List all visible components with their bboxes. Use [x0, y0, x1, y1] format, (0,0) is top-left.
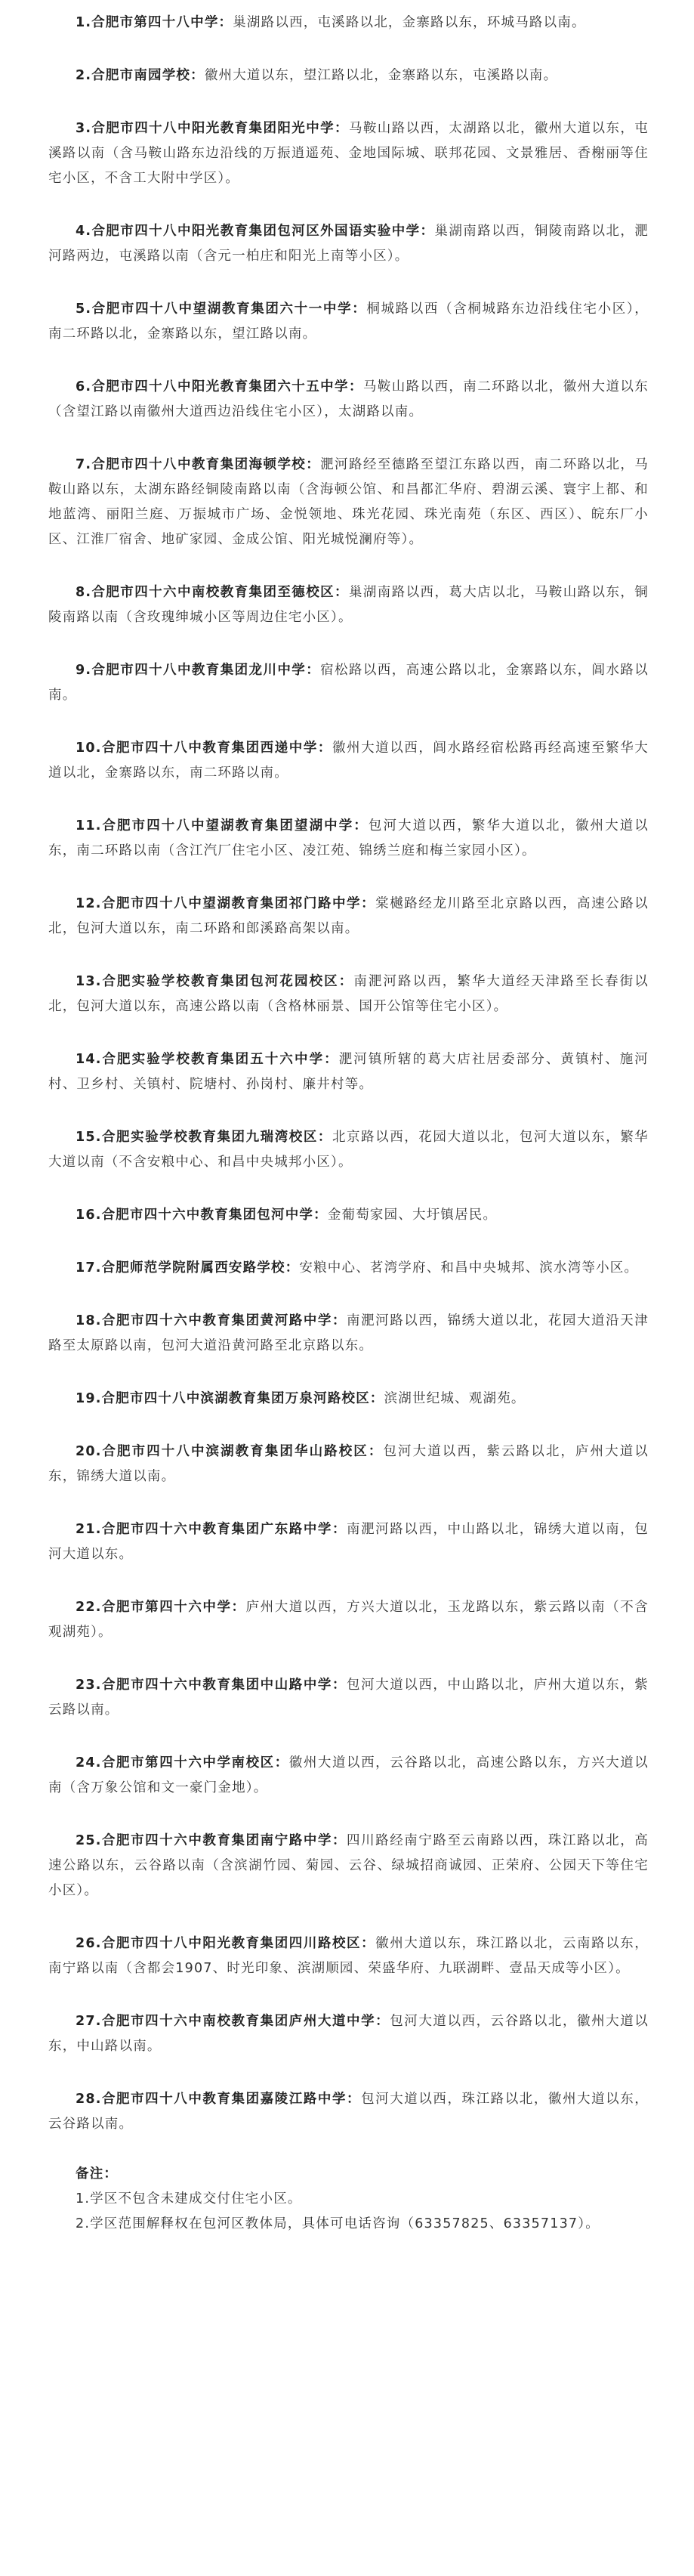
district-boundary: 安粮中心、茗湾学府、和昌中央城邦、滨水湾等小区。 — [299, 1260, 639, 1276]
district-boundary: 棠樾路经龙川路至北京路以西，高速公路以北，包河大道以东，南二环路和郎溪路高架以南。 — [48, 896, 649, 936]
school-name: 14.合肥实验学校教育集团五十六中学： — [76, 1052, 339, 1067]
school-district-entry — [48, 1309, 649, 1359]
district-boundary: 徽州大道以西，阊水路经宿松路再经高速至繁华大道以北，金寨路以东，南二环路以南。 — [48, 741, 649, 781]
district-boundary: 包河大道以西，繁华大道以北，徽州大道以东，南二环路以南（含江汽厂住宅小区、凌江苑、锦绣兰庭和梅兰家园小区）。 — [48, 818, 649, 858]
district-boundary: 桐城路以西（含桐城路东边沿线住宅小区），南二环路以北，金寨路以东，望江路以南。 — [48, 302, 649, 342]
district-boundary: 滨湖世纪城、观湖苑。 — [384, 1391, 526, 1406]
district-boundary: 庐州大道以西，方兴大道以北，玉龙路以东，紫云路以南（不含观湖苑）。 — [48, 1600, 649, 1640]
district-boundary: 马鞍山路以西，太湖路以北，徽州大道以东，屯溪路以南（含马鞍山路东边沿线的万振逍遥苑、金地国际城、联邦花园、文景雅居、香榭丽等住宅小区，不含工大附中学区）。 — [48, 121, 649, 186]
school-name: 7.合肥市四十八中教育集团海顿学校： — [76, 457, 321, 472]
school-district-entry — [48, 63, 649, 88]
school-district-entry — [48, 1829, 649, 1903]
school-name: 5.合肥市四十八中望湖教育集团六十一中学： — [76, 302, 367, 317]
district-boundary: 包河大道以西，紫云路以北，庐州大道以东，锦绣大道以南。 — [48, 1444, 649, 1484]
school-name: 12.合肥市四十八中望湖教育集团祁门路中学： — [76, 896, 376, 911]
school-name: 17.合肥师范学院附属西安路学校： — [76, 1260, 300, 1276]
district-boundary: 北京路以西，花园大道以北，包河大道以东，繁华大道以南（不含安粮中心、和昌中央城邦小区）。 — [48, 1130, 649, 1170]
school-district-entry — [48, 1595, 649, 1645]
school-name: 10.合肥市四十八中教育集团西递中学： — [76, 741, 332, 756]
school-name: 20.合肥市四十八中滨湖教育集团华山路校区： — [76, 1444, 384, 1459]
school-name: 1.合肥市第四十八中学： — [76, 15, 233, 30]
district-boundary: 淝河镇所辖的葛大店社居委部分、黄镇村、施河村、卫乡村、关镇村、院塘村、孙岗村、廉井村等。 — [48, 1052, 649, 1092]
school-name: 22.合肥市第四十六中学： — [76, 1600, 246, 1615]
district-boundary: 包河大道以西，珠江路以北，徽州大道以东，云谷路以南。 — [48, 2092, 649, 2132]
district-boundary: 金葡萄家园、大圩镇居民。 — [327, 1208, 498, 1223]
notes-section — [48, 2162, 649, 2237]
school-district-entry — [48, 453, 649, 552]
school-name: 16.合肥市四十六中教育集团包河中学： — [76, 1208, 328, 1223]
school-district-entry — [48, 1256, 649, 1281]
district-boundary: 淝河路经至德路至望江东路以西，南二环路以北，马鞍山路以东，太湖东路经铜陵南路以南（含海顿公馆、和昌都汇华府、碧湖云溪、寰宇上都、和地蓝湾、丽阳兰庭、万振城市广场、金悦领地、珠光花园、珠光南苑（东区、西区）、皖东厂小区、江淮厂宿舍、地矿家园、金成公馆、阳光城悦澜府等）。 — [48, 457, 649, 547]
district-boundary: 包河大道以西，云谷路以北，徽州大道以东，中山路以南。 — [48, 2014, 649, 2054]
district-boundary: 南淝河路以西，繁华大道经天津路至长春街以北，包河大道以东，高速公路以南（含格林丽景、国开公馆等住宅小区）。 — [48, 974, 649, 1014]
school-name: 18.合肥市四十六中教育集团黄河路中学： — [76, 1313, 347, 1328]
school-district-entry — [48, 969, 649, 1019]
school-district-entry — [48, 1517, 649, 1567]
school-district-entry — [48, 116, 649, 191]
school-district-entry — [48, 1125, 649, 1175]
school-name: 8.合肥市四十六中南校教育集团至德校区： — [76, 585, 349, 600]
school-district-entry — [48, 375, 649, 425]
note-item: 1.学区不包含未建成交付住宅小区。 — [76, 2191, 302, 2206]
school-name: 13.合肥实验学校教育集团包河花园校区： — [76, 974, 354, 989]
district-boundary: 徽州大道以东，望江路以北，金寨路以东，屯溪路以南。 — [204, 68, 558, 83]
district-boundary: 南淝河路以西，中山路以北，锦绣大道以南，包河大道以东。 — [48, 1522, 649, 1562]
district-boundary: 包河大道以西，中山路以北，庐州大道以东，紫云路以南。 — [48, 1678, 649, 1718]
note-item: 2.学区范围解释权在包河区教体局，具体可电话咨询（63357825、63357137）。 — [76, 2216, 600, 2231]
school-name: 25.合肥市四十六中教育集团南宁路中学： — [76, 1833, 347, 1848]
school-name: 6.合肥市四十八中阳光教育集团六十五中学： — [76, 379, 363, 394]
school-district-entry — [48, 2087, 649, 2137]
school-name: 3.合肥市四十八中阳光教育集团阳光中学： — [76, 121, 349, 136]
school-name: 23.合肥市四十六中教育集团中山路中学： — [76, 1678, 347, 1693]
school-name: 28.合肥市四十八中教育集团嘉陵江路中学： — [76, 2092, 362, 2107]
district-boundary: 宿松路以西，高速公路以北，金寨路以东，阊水路以南。 — [48, 663, 649, 703]
district-boundary: 巢湖南路以西，葛大店以北，马鞍山路以东，铜陵南路以南（含玫瑰绅城小区等周边住宅小区）。 — [48, 585, 649, 625]
school-name: 26.合肥市四十八中阳光教育集团四川路校区： — [76, 1936, 376, 1951]
school-district-entry — [48, 1440, 649, 1489]
district-boundary: 徽州大道以西，云谷路以北，高速公路以东，方兴大道以南（含万象公馆和文一豪门金地）。 — [48, 1755, 649, 1795]
school-district-entry — [48, 892, 649, 942]
school-district-entry — [48, 580, 649, 630]
school-district-entry — [48, 1203, 649, 1228]
school-district-entry — [48, 814, 649, 864]
school-name: 11.合肥市四十八中望湖教育集团望湖中学： — [76, 818, 369, 833]
school-district-entry — [48, 1047, 649, 1097]
school-name: 24.合肥市第四十六中学南校区： — [76, 1755, 289, 1770]
district-boundary: 巢湖南路以西，铜陵南路以北，淝河路两边，屯溪路以南（含元一柏庄和阳光上南等小区）。 — [48, 224, 649, 264]
district-boundary: 马鞍山路以西，南二环路以北，徽州大道以东（含望江路以南徽州大道西边沿线住宅小区），太湖路以南。 — [48, 379, 649, 419]
school-name: 19.合肥市四十八中滨湖教育集团万泉河路校区： — [76, 1391, 384, 1406]
school-district-entry — [48, 297, 649, 347]
school-district-list — [48, 11, 649, 2137]
school-name: 9.合肥市四十八中教育集团龙川中学： — [76, 663, 321, 678]
school-district-entry — [48, 11, 649, 36]
school-name: 21.合肥市四十六中教育集团广东路中学： — [76, 1522, 347, 1537]
school-district-entry — [48, 1387, 649, 1412]
school-district-entry — [48, 2009, 649, 2059]
district-boundary: 四川路经南宁路至云南路以西，珠江路以北，高速公路以东，云谷路以南（含滨湖竹园、菊园、云谷、绿城招商诚园、正荣府、公园天下等住宅小区）。 — [48, 1833, 649, 1898]
school-district-entry — [48, 736, 649, 786]
district-boundary: 巢湖路以西，屯溪路以北，金寨路以东，环城马路以南。 — [233, 15, 586, 30]
school-district-entry — [48, 1931, 649, 1981]
school-district-entry — [48, 219, 649, 269]
school-name: 2.合肥市南园学校： — [76, 68, 205, 83]
school-name: 4.合肥市四十八中阳光教育集团包河区外国语实验中学： — [76, 224, 435, 239]
district-boundary: 徽州大道以东，珠江路以北，云南路以东，南宁路以南（含都会1907、时光印象、滨湖顺园、荣盛华府、九联湖畔、壹品天成等小区）。 — [48, 1936, 649, 1976]
school-name: 27.合肥市四十六中南校教育集团庐州大道中学： — [76, 2014, 390, 2029]
school-name: 15.合肥实验学校教育集团九瑞湾校区： — [76, 1130, 332, 1145]
school-district-entry — [48, 658, 649, 708]
school-district-entry — [48, 1751, 649, 1801]
district-boundary: 南淝河路以西，锦绣大道以北，花园大道沿天津路至太原路以南，包河大道沿黄河路至北京路以东。 — [48, 1313, 649, 1353]
notes-title: 备注： — [76, 2166, 119, 2182]
school-district-entry — [48, 1673, 649, 1723]
